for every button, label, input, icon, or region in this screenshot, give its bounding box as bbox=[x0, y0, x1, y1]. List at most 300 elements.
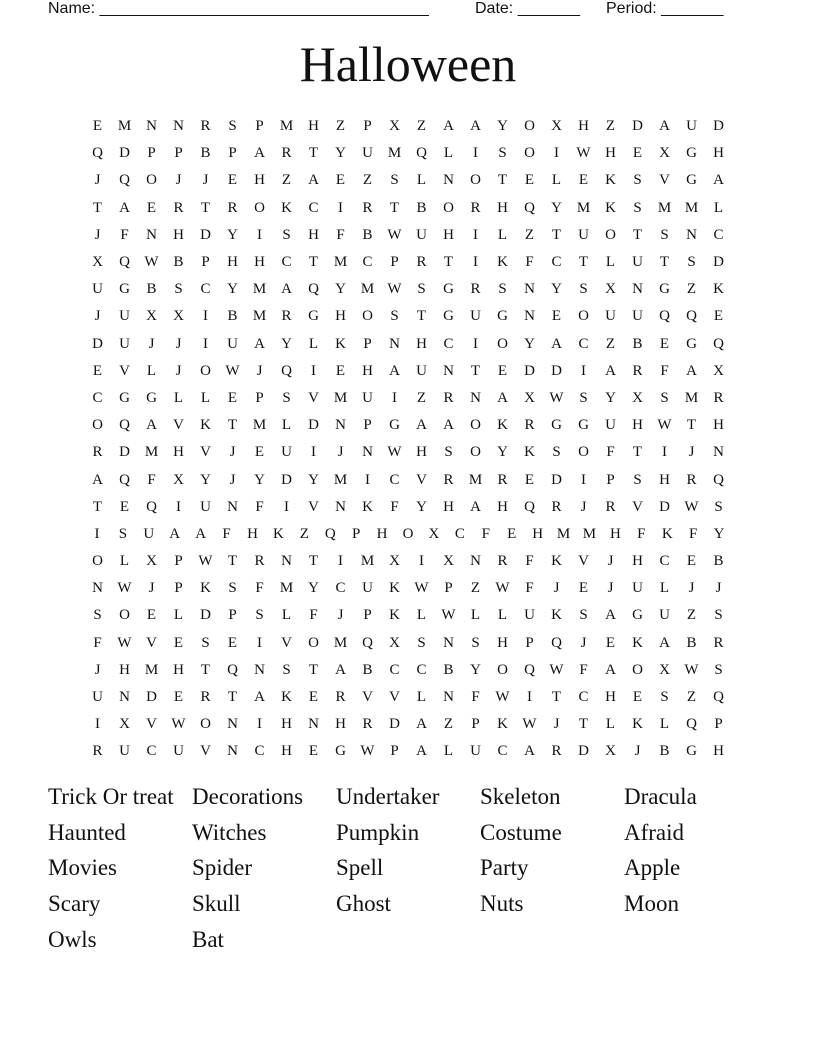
grid-letter: Q bbox=[146, 498, 157, 515]
grid-letter: H bbox=[416, 444, 427, 461]
grid-letter: K bbox=[335, 335, 346, 352]
grid-letter: M bbox=[582, 525, 597, 542]
grid-letter: L bbox=[173, 389, 184, 406]
grid-letter: K bbox=[272, 525, 284, 542]
grid-letter: R bbox=[92, 743, 103, 760]
grid-letter: O bbox=[362, 308, 373, 325]
grid-letter: R bbox=[335, 689, 346, 706]
grid-letter: P bbox=[352, 525, 361, 542]
grid-letter: F bbox=[579, 661, 588, 678]
grid-letter: K bbox=[605, 172, 616, 189]
grid-letter: W bbox=[387, 281, 402, 298]
grid-letter: E bbox=[92, 362, 103, 379]
grid-letter: H bbox=[227, 254, 238, 271]
grid-letter: F bbox=[481, 525, 490, 542]
grid-letter: L bbox=[443, 743, 454, 760]
grid-letter: H bbox=[443, 498, 454, 515]
word-bank-item: Afraid bbox=[624, 819, 685, 845]
grid-letter: A bbox=[605, 607, 616, 624]
grid-letter: M bbox=[252, 417, 267, 434]
grid-letter: I bbox=[473, 254, 478, 271]
grid-letter: X bbox=[389, 118, 400, 135]
grid-letter: Z bbox=[605, 118, 616, 135]
grid-letter: N bbox=[119, 689, 130, 706]
grid-letter: B bbox=[362, 226, 373, 243]
grid-letter: R bbox=[551, 498, 562, 515]
grid-letter: I bbox=[365, 471, 370, 488]
grid-letter: G bbox=[551, 417, 562, 434]
grid-letter: A bbox=[443, 118, 454, 135]
grid-letter: E bbox=[713, 308, 724, 325]
grid-letter: N bbox=[335, 417, 346, 434]
grid-letter: P bbox=[201, 254, 210, 271]
grid-letter: L bbox=[119, 553, 130, 570]
grid-letter: C bbox=[713, 226, 724, 243]
grid-letter: Z bbox=[605, 335, 616, 352]
grid-letter: H bbox=[308, 226, 319, 243]
grid-letter: J bbox=[256, 362, 263, 379]
grid-letter: J bbox=[175, 335, 182, 352]
grid-letter: N bbox=[443, 634, 454, 651]
grid-letter: W bbox=[522, 716, 537, 733]
grid-letter: T bbox=[308, 254, 319, 271]
grid-letter: X bbox=[524, 389, 535, 406]
grid-letter: X bbox=[659, 145, 670, 162]
grid-letter: Q bbox=[308, 281, 319, 298]
grid-letter: L bbox=[497, 607, 508, 624]
grid-letter: U bbox=[605, 308, 616, 325]
grid-letter: S bbox=[228, 118, 237, 135]
grid-letter: W bbox=[387, 226, 402, 243]
grid-letter: Z bbox=[362, 172, 373, 189]
grid-letter: U bbox=[524, 607, 535, 624]
grid-letter: U bbox=[362, 389, 373, 406]
grid-letter: U bbox=[686, 118, 697, 135]
grid-letter: B bbox=[659, 743, 670, 760]
grid-letter: T bbox=[551, 226, 562, 243]
grid-letter: M bbox=[468, 471, 483, 488]
grid-letter: I bbox=[257, 716, 262, 733]
grid-letter: D bbox=[200, 607, 211, 624]
grid-letter: K bbox=[632, 634, 643, 651]
grid-letter: O bbox=[92, 553, 103, 570]
grid-letter: X bbox=[119, 716, 130, 733]
grid-letter: L bbox=[443, 145, 454, 162]
grid-letter: N bbox=[686, 226, 697, 243]
grid-letter: P bbox=[363, 118, 372, 135]
grid-letter: G bbox=[119, 389, 130, 406]
grid-letter: U bbox=[200, 498, 211, 515]
grid-letter: F bbox=[93, 634, 102, 651]
grid-letter: O bbox=[200, 362, 211, 379]
grid-letter: G bbox=[686, 145, 697, 162]
grid-letter: N bbox=[443, 689, 454, 706]
grid-letter: P bbox=[363, 417, 372, 434]
grid-letter: A bbox=[254, 145, 265, 162]
grid-row bbox=[84, 195, 732, 222]
grid-letter: W bbox=[684, 661, 699, 678]
grid-letter: C bbox=[454, 525, 465, 542]
grid-letter: F bbox=[255, 498, 264, 515]
grid-letter: S bbox=[633, 471, 642, 488]
grid-letter: X bbox=[146, 553, 157, 570]
grid-letter: H bbox=[443, 226, 454, 243]
grid-letter: J bbox=[337, 444, 344, 461]
grid-letter: Z bbox=[335, 118, 346, 135]
grid-letter: V bbox=[146, 634, 157, 651]
grid-letter: A bbox=[169, 525, 181, 542]
grid-row bbox=[84, 113, 732, 140]
grid-letter: W bbox=[387, 444, 402, 461]
grid-letter: W bbox=[117, 634, 132, 651]
grid-letter: Y bbox=[497, 444, 508, 461]
grid-letter: J bbox=[634, 743, 641, 760]
grid-letter: C bbox=[578, 689, 589, 706]
grid-letter: A bbox=[254, 689, 265, 706]
grid-letter: J bbox=[553, 716, 560, 733]
grid-letter: M bbox=[117, 118, 132, 135]
grid-letter: Z bbox=[470, 580, 481, 597]
grid-letter: J bbox=[94, 172, 101, 189]
grid-letter: D bbox=[659, 498, 670, 515]
word-bank-item: Owls bbox=[48, 927, 97, 953]
word-bank-item: Bat bbox=[192, 927, 224, 953]
grid-letter: S bbox=[687, 254, 696, 271]
grid-letter: E bbox=[173, 634, 184, 651]
grid-letter: J bbox=[607, 553, 614, 570]
grid-letter: L bbox=[281, 417, 292, 434]
grid-letter: Y bbox=[713, 525, 725, 542]
grid-letter: X bbox=[605, 281, 616, 298]
grid-letter: Q bbox=[119, 254, 130, 271]
grid-letter: L bbox=[416, 172, 427, 189]
grid-letter: U bbox=[659, 607, 670, 624]
grid-letter: B bbox=[632, 335, 643, 352]
grid-letter: R bbox=[200, 689, 211, 706]
grid-letter: L bbox=[146, 362, 157, 379]
grid-letter: D bbox=[389, 716, 400, 733]
grid-letter: Z bbox=[686, 607, 697, 624]
grid-letter: E bbox=[146, 199, 157, 216]
grid-letter: T bbox=[416, 308, 427, 325]
grid-letter: I bbox=[95, 716, 100, 733]
grid-letter: M bbox=[333, 634, 348, 651]
grid-letter: P bbox=[606, 471, 615, 488]
grid-letter: E bbox=[524, 471, 535, 488]
grid-letter: S bbox=[201, 634, 210, 651]
grid-letter: C bbox=[416, 661, 427, 678]
grid-letter: F bbox=[525, 254, 534, 271]
grid-letter: Q bbox=[524, 498, 535, 515]
grid-letter: H bbox=[362, 362, 373, 379]
grid-letter: I bbox=[338, 553, 343, 570]
word-bank-item: Costume bbox=[480, 819, 562, 845]
grid-letter: L bbox=[173, 607, 184, 624]
grid-letter: S bbox=[417, 634, 426, 651]
grid-letter: R bbox=[470, 281, 481, 298]
grid-letter: N bbox=[92, 580, 103, 597]
grid-letter: O bbox=[200, 716, 211, 733]
grid-letter: S bbox=[714, 661, 723, 678]
grid-row bbox=[84, 602, 732, 629]
grid-row bbox=[84, 140, 732, 167]
grid-letter: R bbox=[281, 145, 292, 162]
grid-letter: C bbox=[335, 580, 346, 597]
grid-letter: U bbox=[281, 444, 292, 461]
grid-letter: S bbox=[282, 389, 291, 406]
grid-letter: H bbox=[605, 145, 616, 162]
grid-letter: X bbox=[92, 254, 103, 271]
grid-letter: V bbox=[362, 689, 373, 706]
grid-letter: X bbox=[659, 661, 670, 678]
grid-letter: S bbox=[390, 308, 399, 325]
grid-letter: A bbox=[254, 335, 265, 352]
grid-letter: P bbox=[228, 607, 237, 624]
grid-letter: Y bbox=[227, 226, 238, 243]
grid-letter: Q bbox=[524, 661, 535, 678]
grid-letter: W bbox=[657, 417, 672, 434]
grid-letter: R bbox=[605, 498, 616, 515]
grid-letter: G bbox=[443, 281, 454, 298]
grid-letter: I bbox=[257, 226, 262, 243]
grid-letter: Y bbox=[605, 389, 616, 406]
grid-letter: H bbox=[659, 471, 670, 488]
grid-letter: V bbox=[281, 634, 292, 651]
grid-letter: L bbox=[416, 689, 427, 706]
grid-letter: T bbox=[227, 553, 238, 570]
grid-letter: K bbox=[389, 580, 400, 597]
grid-letter: K bbox=[389, 607, 400, 624]
grid-letter: T bbox=[227, 689, 238, 706]
grid-letter: Y bbox=[416, 498, 427, 515]
grid-letter: J bbox=[94, 661, 101, 678]
grid-letter: H bbox=[247, 525, 258, 542]
grid-letter: T bbox=[578, 254, 589, 271]
grid-letter: H bbox=[713, 145, 724, 162]
grid-letter: K bbox=[632, 716, 643, 733]
grid-letter: F bbox=[525, 580, 534, 597]
header-fields bbox=[48, 0, 768, 20]
grid-letter: I bbox=[554, 145, 559, 162]
grid-letter: B bbox=[173, 254, 184, 271]
grid-letter: D bbox=[119, 145, 130, 162]
grid-letter: Z bbox=[281, 172, 292, 189]
grid-letter: R bbox=[173, 199, 184, 216]
grid-row bbox=[84, 412, 732, 439]
grid-letter: J bbox=[94, 226, 101, 243]
grid-letter: E bbox=[119, 498, 130, 515]
grid-letter: S bbox=[660, 689, 669, 706]
grid-letter: Q bbox=[686, 716, 697, 733]
grid-letter: E bbox=[686, 553, 697, 570]
grid-letter: H bbox=[713, 743, 724, 760]
grid-row bbox=[84, 167, 732, 194]
grid-letter: O bbox=[254, 199, 265, 216]
grid-letter: V bbox=[200, 743, 211, 760]
grid-letter: J bbox=[688, 444, 695, 461]
grid-letter: Y bbox=[470, 661, 481, 678]
grid-letter: R bbox=[713, 634, 724, 651]
grid-letter: A bbox=[605, 661, 616, 678]
grid-letter: E bbox=[632, 145, 643, 162]
grid-letter: J bbox=[175, 172, 182, 189]
grid-letter: G bbox=[578, 417, 589, 434]
grid-letter: G bbox=[146, 389, 157, 406]
grid-letter: T bbox=[470, 362, 481, 379]
grid-letter: I bbox=[311, 444, 316, 461]
grid-letter: H bbox=[335, 308, 346, 325]
grid-letter: W bbox=[441, 607, 456, 624]
word-bank-item: Nuts bbox=[480, 891, 524, 917]
grid-letter: S bbox=[444, 444, 453, 461]
grid-letter: V bbox=[173, 417, 184, 434]
word-bank-row bbox=[48, 886, 768, 922]
grid-letter: R bbox=[92, 444, 103, 461]
grid-letter: S bbox=[255, 607, 264, 624]
grid-letter: D bbox=[200, 226, 211, 243]
grid-letter: L bbox=[416, 607, 427, 624]
grid-letter: G bbox=[308, 308, 319, 325]
grid-letter: Y bbox=[308, 471, 319, 488]
grid-letter: V bbox=[416, 471, 427, 488]
grid-row bbox=[84, 466, 732, 493]
grid-letter: T bbox=[227, 417, 238, 434]
grid-letter: P bbox=[255, 118, 264, 135]
grid-letter: Q bbox=[92, 145, 103, 162]
grid-letter: N bbox=[173, 118, 184, 135]
grid-letter: I bbox=[473, 335, 478, 352]
grid-letter: M bbox=[279, 118, 294, 135]
grid-row bbox=[84, 630, 732, 657]
grid-letter: S bbox=[93, 607, 102, 624]
grid-letter: F bbox=[147, 471, 156, 488]
grid-letter: O bbox=[470, 444, 481, 461]
grid-letter: L bbox=[605, 254, 616, 271]
grid-letter: E bbox=[308, 689, 319, 706]
word-bank-item: Apple bbox=[624, 855, 681, 881]
grid-letter: E bbox=[227, 172, 238, 189]
grid-letter: P bbox=[714, 716, 723, 733]
grid-letter: R bbox=[416, 254, 427, 271]
word-bank-item: Haunted bbox=[48, 819, 126, 845]
grid-letter: Q bbox=[713, 471, 724, 488]
grid-letter: B bbox=[227, 308, 238, 325]
grid-letter: W bbox=[495, 689, 510, 706]
grid-letter: E bbox=[578, 580, 589, 597]
grid-row bbox=[84, 303, 732, 330]
grid-letter: F bbox=[120, 226, 129, 243]
grid-letter: U bbox=[227, 335, 238, 352]
grid-letter: M bbox=[360, 553, 375, 570]
grid-letter: X bbox=[389, 553, 400, 570]
grid-letter: E bbox=[659, 335, 670, 352]
grid-letter: U bbox=[119, 308, 130, 325]
grid-letter: X bbox=[632, 389, 643, 406]
grid-letter: E bbox=[146, 607, 157, 624]
grid-letter: J bbox=[94, 308, 101, 325]
grid-letter: W bbox=[144, 254, 159, 271]
grid-letter: G bbox=[686, 172, 697, 189]
grid-letter: V bbox=[632, 498, 643, 515]
grid-letter: O bbox=[497, 335, 508, 352]
grid-letter: R bbox=[254, 553, 265, 570]
grid-letter: K bbox=[551, 553, 562, 570]
grid-letter: N bbox=[713, 444, 724, 461]
grid-letter: A bbox=[416, 417, 427, 434]
grid-letter: V bbox=[389, 689, 400, 706]
grid-letter: T bbox=[389, 199, 400, 216]
grid-letter: D bbox=[578, 743, 589, 760]
grid-letter: O bbox=[146, 172, 157, 189]
grid-letter: W bbox=[117, 580, 132, 597]
grid-letter: O bbox=[402, 525, 414, 542]
word-bank-row bbox=[48, 815, 768, 851]
grid-row bbox=[84, 575, 732, 602]
grid-letter: Y bbox=[551, 199, 562, 216]
grid-letter: D bbox=[524, 362, 535, 379]
grid-letter: N bbox=[335, 498, 346, 515]
grid-letter: U bbox=[92, 689, 103, 706]
grid-letter: Y bbox=[200, 471, 211, 488]
grid-row bbox=[84, 222, 732, 249]
grid-letter: S bbox=[579, 281, 588, 298]
grid-letter: O bbox=[308, 634, 319, 651]
grid-letter: X bbox=[605, 743, 616, 760]
grid-letter: A bbox=[389, 362, 400, 379]
grid-letter: C bbox=[200, 281, 211, 298]
grid-letter: L bbox=[605, 716, 616, 733]
grid-letter: D bbox=[551, 471, 562, 488]
grid-letter: I bbox=[581, 362, 586, 379]
grid-letter: Z bbox=[686, 281, 697, 298]
grid-letter: H bbox=[497, 634, 508, 651]
grid-letter: H bbox=[376, 525, 388, 542]
grid-letter: E bbox=[92, 118, 103, 135]
grid-letter: P bbox=[525, 634, 534, 651]
grid-letter: M bbox=[387, 145, 402, 162]
grid-letter: Y bbox=[254, 471, 265, 488]
grid-row bbox=[84, 738, 732, 765]
grid-letter: N bbox=[362, 444, 373, 461]
grid-letter: U bbox=[416, 226, 427, 243]
grid-letter: B bbox=[443, 661, 454, 678]
grid-letter: B bbox=[416, 199, 427, 216]
grid-letter: F bbox=[255, 580, 264, 597]
grid-letter: N bbox=[146, 118, 157, 135]
grid-letter: S bbox=[228, 580, 237, 597]
grid-letter: V bbox=[308, 389, 319, 406]
grid-letter: T bbox=[443, 254, 454, 271]
grid-letter: H bbox=[281, 716, 292, 733]
word-bank-item: Moon bbox=[624, 891, 679, 917]
grid-letter: A bbox=[92, 471, 103, 488]
grid-letter: A bbox=[443, 417, 454, 434]
grid-letter: K bbox=[200, 417, 211, 434]
grid-letter: K bbox=[200, 580, 211, 597]
grid-letter: G bbox=[686, 743, 697, 760]
grid-letter: R bbox=[632, 362, 643, 379]
word-bank-item: Party bbox=[480, 855, 529, 881]
grid-row bbox=[84, 385, 732, 412]
page-title: Halloween bbox=[299, 36, 517, 92]
word-bank-item: Spider bbox=[192, 855, 253, 881]
grid-letter: U bbox=[470, 743, 481, 760]
grid-letter: Q bbox=[119, 471, 130, 488]
grid-letter: D bbox=[146, 689, 157, 706]
grid-letter: Q bbox=[524, 199, 535, 216]
grid-row bbox=[84, 439, 732, 466]
grid-row bbox=[84, 494, 732, 521]
